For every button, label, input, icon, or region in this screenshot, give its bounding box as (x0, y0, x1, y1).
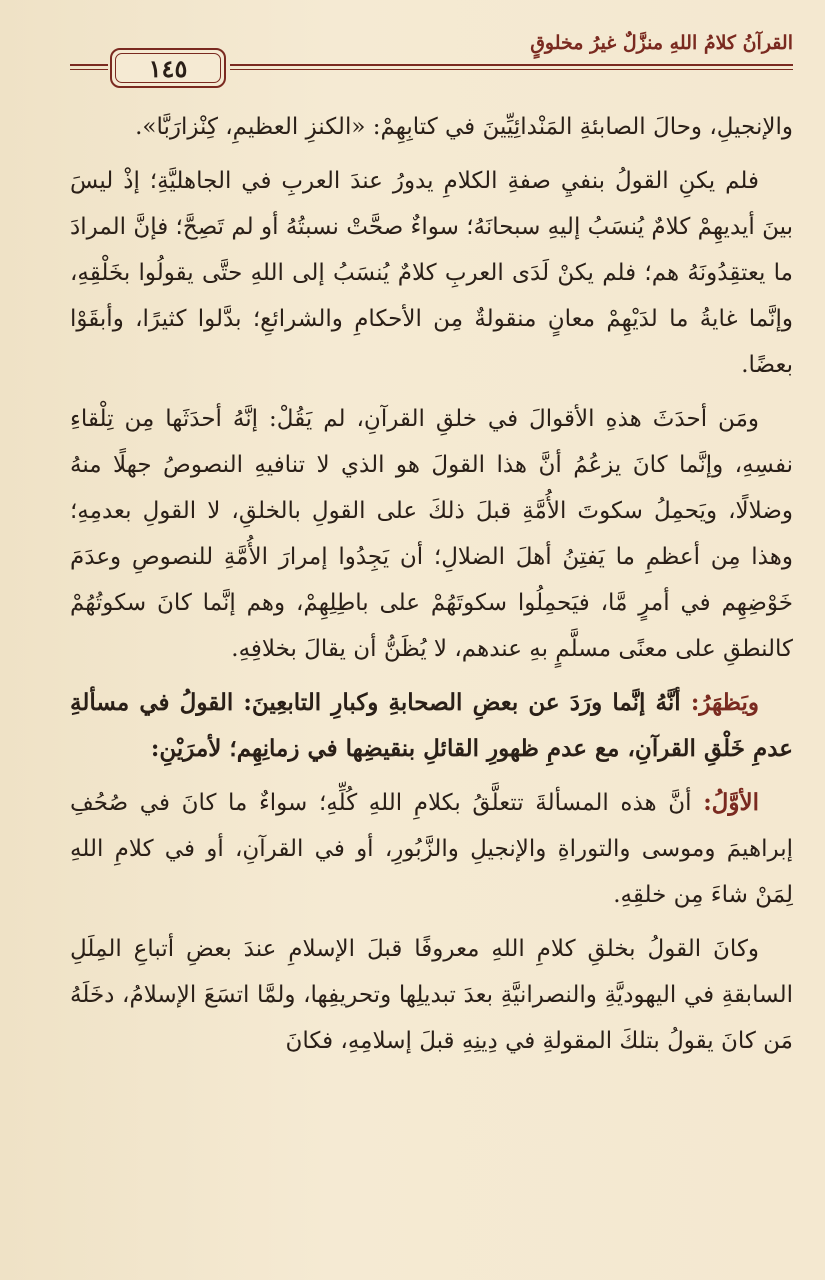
page-header (70, 28, 793, 98)
paragraph-text: ومَن أحدَثَ هذهِ الأقوالَ في خلقِ القرآنِ، لم يَقُلْ: إنَّهُ أحدَثَها مِن تِلْقاءِ نفسِهِ، وإنَّما كانَ يزعُمُ أنَّ هذا القولَ هو الذي لا تنافيهِ النصوصُ جهلًا منهُ وضلالًا، ويَحمِلُ سكوتَ الأُمَّةِ قبلَ ذلكَ على القولِ بالخلقِ، لا القولِ بعدمِهِ؛ وهذا مِن أعظمِ ما يَفتِنُ أهلَ الضلالِ؛ أن يَجِدُوا إمرارَ الأُمَّةِ للنصوصِ وعدَمَ خَوْضِهِم في أمرٍ مَّا، فيَحمِلُوا سكوتَهُمْ على باطِلِهِمْ، وهم إنَّما كانَ سكوتُهُمْ كالنطقِ على معنًى مسلَّمٍ بهِ عندهم، لا يُظَنُّ أن يقالَ بخلافِهِ. (70, 406, 793, 662)
page-number: ١٤٥ (148, 53, 188, 83)
page-number-frame (110, 48, 226, 88)
header-rule (230, 64, 793, 66)
left-rule-thin (70, 69, 108, 70)
paragraph-1 (70, 104, 793, 150)
paragraph-text: فلم يكنِ القولُ بنفيِ صفةِ الكلامِ يدورُ عندَ العربِ في الجاهليَّةِ؛ إذْ ليسَ بينَ أيديهِمْ كلامٌ يُنسَبُ إليهِ سبحانَهُ؛ سواءٌ صحَّتْ نسبتُهُ أو لم تَصِحَّ؛ فإنَّ المرادَ ما يعتقِدُونَهُ هم؛ فلم يكنْ لَدَى العربِ كلامٌ يُنسَبُ إلى اللهِ حتَّى يقولُوا بخَلْقِهِ، وإنَّما غايةُ ما لدَيْهِمْ معانٍ منقولةٌ مِن الأحكامِ والشرائعِ؛ بدَّلوا كثيرًا، وأبقَوْا بعضًا. (70, 168, 793, 378)
page-body (70, 104, 793, 1072)
paragraph-lead: ويَظهَرُ: (690, 689, 759, 716)
paragraph-5 (70, 780, 793, 918)
paragraph-text: وكانَ القولُ بخلقِ كلامِ اللهِ معروفًا قبلَ الإسلامِ عندَ بعضِ أتباعِ المِلَلِ السابقةِ في اليهوديَّةِ والنصرانيَّةِ بعدَ تبديلِها وتحريفِها، ولمَّا اتسَعَ الإسلامُ، دخَلَهُ مَن كانَ يقولُ بتلكَ المقولةِ في دِينِهِ قبلَ إسلامِهِ، فكانَ (70, 936, 793, 1054)
paragraph-3 (70, 396, 793, 672)
running-title: القرآنُ كلامُ اللهِ منزَّلٌ غيرُ مخلوقٍ (530, 32, 793, 54)
left-rule (70, 64, 108, 66)
paragraph-text: أنَّ هذه المسألةَ تتعلَّقُ بكلامِ اللهِ كُلِّهِ؛ سواءٌ ما كانَ في صُحُفِ إبراهيمَ وموسى والتوراةِ والإنجيلِ والزَّبُورِ، أو في القرآنِ، أو في كلامِ اللهِ لِمَنْ شاءَ مِن خلقِهِ. (70, 790, 793, 908)
paragraph-lead: الأوَّلُ: (703, 789, 760, 816)
paragraph-text: والإنجيلِ، وحالَ الصابئةِ المَنْدائِيِّينَ في كتابِهِمْ: «الكنزِ العظيمِ، كِنْزارَبَّا». (135, 114, 793, 140)
paragraph-text: أنَّهُ إنَّما ورَدَ عن بعضِ الصحابةِ وكبارِ التابعِينَ: القولُ في مسألةِ عدمِ خَلْقِ القرآنِ، مع عدمِ ظهورِ القائلِ بنقيضِها في زمانِهِم؛ لأمرَيْنِ: (70, 689, 793, 762)
paragraph-2 (70, 158, 793, 388)
paragraph-6 (70, 926, 793, 1064)
paragraph-4 (70, 680, 793, 772)
header-rule-thin (230, 69, 793, 70)
